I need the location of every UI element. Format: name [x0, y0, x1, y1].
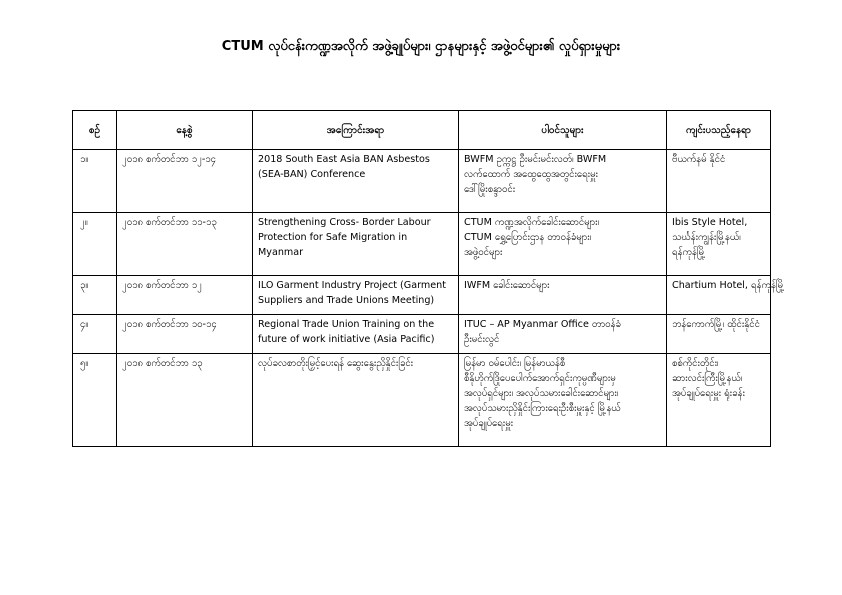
subject-line: Suppliers and Trade Unions Meeting) — [258, 295, 435, 306]
header-date: နေ့စွဲ — [117, 111, 253, 150]
activities-table — [72, 110, 785, 447]
cell-no: ၃။ — [73, 276, 117, 315]
subject-line: လုပ်ခလစာတိုးမြှင့်ပေးရန် ဆွေးနွေးညှိနှိုင်းခြင်း — [258, 358, 414, 369]
cell-subject — [253, 354, 459, 447]
subject-line: 2018 South East Asia BAN Asbestos — [258, 154, 430, 165]
participants-line: CTUM ကဏ္ဍအလိုက်ခေါင်းဆောင်များ၊ — [464, 217, 600, 228]
venue-line: စစ်ကိုင်းတိုင်း၊ — [672, 358, 719, 369]
cell-no: ၅။ — [73, 354, 117, 447]
participants-line: ဦးမင်းလွင် — [464, 334, 500, 345]
header-participants: ပါဝင်သူများ — [459, 111, 667, 150]
table-header-row — [73, 111, 771, 150]
table-row — [73, 276, 771, 315]
table-row — [73, 354, 771, 447]
header-no: စဉ် — [73, 111, 117, 150]
cell-participants — [459, 354, 667, 447]
participants-line: ဒေါ်မြိုးစန္ဒာဝင်း — [464, 184, 516, 195]
participants-line: IWFM ခေါင်းဆောင်များ — [464, 280, 550, 291]
page-title: CTUM လုပ်ငန်းကဏ္ဍအလိုက် အဖွဲ့ချုပ်များ၊ ဌာနများနှင့် အဖွဲ့ဝင်များ၏ လှုပ်ရှားမှုများ — [221, 39, 621, 54]
venue-line: သင်္ဃန်းကျွန်းမြို့နယ်၊ — [672, 232, 741, 243]
cell-date: ၂၀၁၈ စက်တင်ဘာ ၁၂ — [117, 276, 253, 315]
participants-line: စီနိုဟိုက်ဒြိုပေပေါက်အောက်ရှင်းကုမ္ပဏီများမှ — [464, 373, 616, 384]
cell-venue — [667, 315, 771, 354]
cell-date: ၂၀၁၈ စက်တင်ဘာ ၁၃ — [117, 354, 253, 447]
participants-line: မြန်မာ ဝမ်ပေါင်း၊ မြန်မာယန်စီ — [464, 358, 566, 369]
participants-line: BWFM ဥက္ကဋ္ဌ ဦးမင်းမင်းလတ်၊ BWFM — [464, 154, 607, 165]
cell-date: ၂၀၁၈ စက်တင်ဘာ ၁၁-၁၃ — [117, 213, 253, 276]
venue-line: ဆားလင်းကြီးမြို့နယ်၊ — [672, 373, 743, 384]
header-subject: အကြောင်းအရာ — [253, 111, 459, 150]
participants-line: CTUM ရွှေ့ပြောင်းဌာန တာဝန်ခံများ၊ — [464, 232, 592, 243]
cell-venue — [667, 150, 771, 213]
cell-participants — [459, 213, 667, 276]
cell-no: ၁။ — [73, 150, 117, 213]
cell-participants — [459, 276, 667, 315]
participants-line: ITUC – AP Myanmar Office တာဝန်ခံ — [464, 319, 621, 330]
table-row — [73, 150, 771, 213]
venue-line: ဘန်ကောက်မြို့၊ ထိုင်းနိုင်ငံ — [672, 319, 760, 330]
cell-venue — [667, 276, 785, 315]
cell-no: ၂။ — [73, 213, 117, 276]
participants-line: လက်ထောက် အထွေထွေအတွင်းရေးမှူး — [464, 169, 598, 180]
venue-line: Ibis Style Hotel, — [672, 217, 748, 228]
subject-line: Protection for Safe Migration in — [258, 232, 408, 243]
table-row — [73, 213, 771, 276]
subject-line: future of work initiative (Asia Pacific) — [258, 334, 435, 345]
cell-subject — [253, 213, 459, 276]
cell-date: ၂၀၁၈ စက်တင်ဘာ ၁၂-၁၄ — [117, 150, 253, 213]
table-row — [73, 315, 771, 354]
cell-venue — [667, 354, 771, 447]
cell-subject — [253, 150, 459, 213]
cell-no: ၄။ — [73, 315, 117, 354]
cell-date: ၂၀၁၈ စက်တင်ဘာ ၁၀-၁၄ — [117, 315, 253, 354]
venue-line: အုပ်ချုပ်ရေးမှူး ရုံးခန်း — [672, 388, 745, 399]
cell-subject — [253, 276, 459, 315]
venue-line: ရန်ကုန်မြို့ — [672, 247, 706, 258]
cell-participants — [459, 150, 667, 213]
venue-line: ဗီယက်နမ် နိုင်ငံ — [672, 154, 726, 165]
venue-line: Chartium Hotel, ရန်ကုန်မြို့ — [672, 280, 785, 291]
participants-line: အဖွဲ့ဝင်များ — [464, 247, 503, 258]
header-venue: ကျင်းပသည့်နေရာ — [667, 111, 771, 150]
participants-line: အုပ်ချုပ်ရေးမှူး — [464, 418, 514, 429]
subject-line: (SEA-BAN) Conference — [258, 169, 366, 180]
subject-line: Regional Trade Union Training on the — [258, 319, 435, 330]
subject-line: Strengthening Cross- Border Labour — [258, 217, 431, 228]
subject-line: ILO Garment Industry Project (Garment — [258, 280, 446, 291]
subject-line: Myanmar — [258, 247, 304, 258]
participants-line: အလုပ်ရှင်များ၊ အလုပ်သမားခေါင်းဆောင်များ၊ — [464, 388, 619, 399]
cell-participants — [459, 315, 667, 354]
participants-line: အလုပ်သမားညှိနှိုင်းကြားရေးဦးစီးမှူးနှင့် မြို့နယ် — [464, 403, 621, 414]
cell-venue — [667, 213, 771, 276]
cell-subject — [253, 315, 459, 354]
